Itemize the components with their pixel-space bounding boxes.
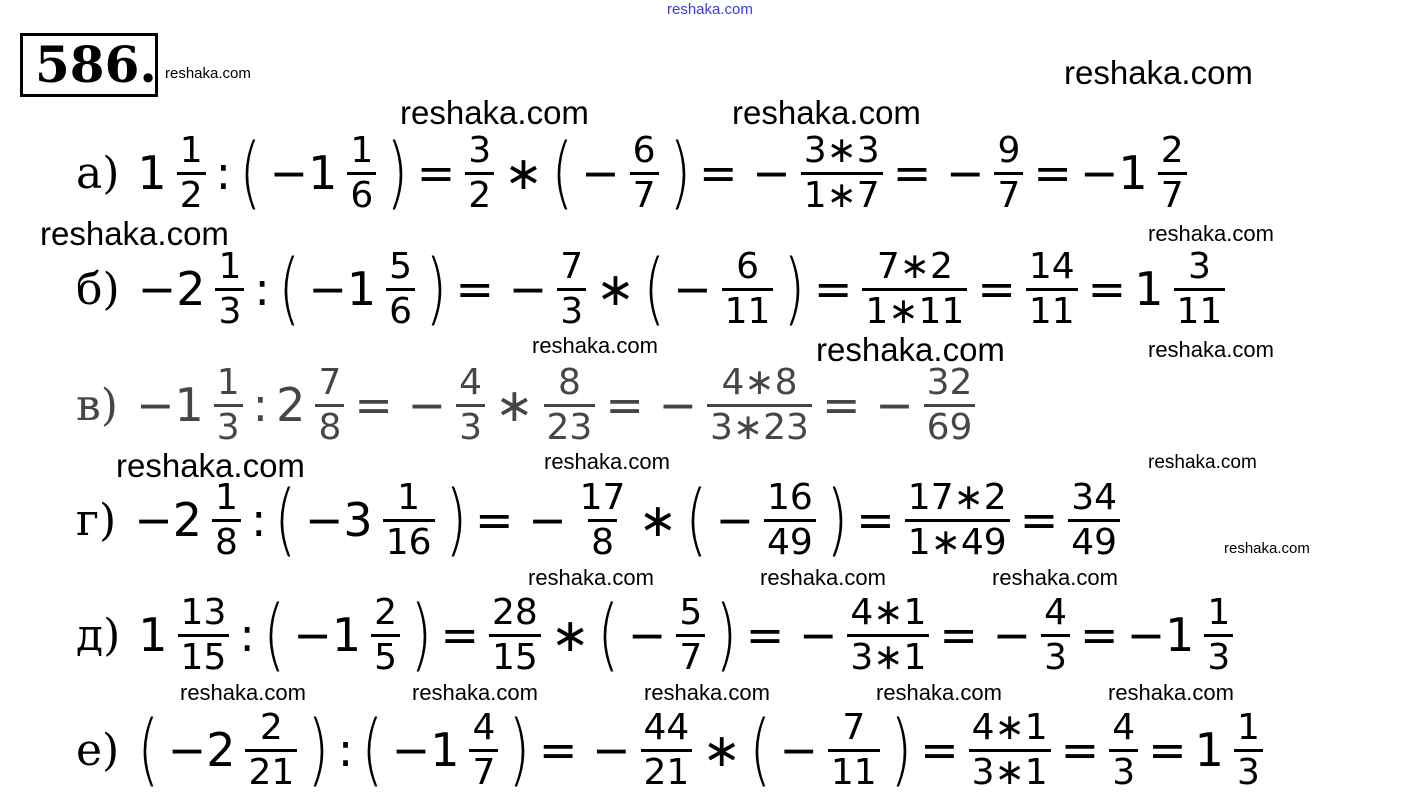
numerator: 1 [215,476,238,518]
numerator: 4∗1 [971,706,1048,748]
numerator: 17 [579,476,626,518]
operator: − [627,608,667,662]
numerator: 32 [926,361,973,403]
parenthesis: ( [551,128,573,218]
whole-part: −1 [1126,608,1195,662]
numerator: 5 [679,591,703,633]
fraction [1174,245,1226,332]
whole-part: −1 [293,608,362,662]
operator: : [239,608,255,662]
watermark: reshaka.com [816,331,1005,368]
numerator: 28 [492,591,538,633]
watermark: reshaka.com [1224,540,1310,557]
numerator: 2 [259,706,283,748]
denominator: 15 [489,634,541,676]
numerator: 1 [1207,591,1231,633]
numerator: 4∗1 [850,591,927,633]
top-watermark: reshaka.com [667,1,753,18]
denominator: 3 [214,404,243,446]
equation-row-b [76,244,1231,334]
numerator: 44 [643,706,690,748]
parenthesis: ( [239,128,261,218]
whole-part: 1 [1194,723,1224,777]
watermark: reshaka.com [1148,452,1257,473]
operator: = [1060,723,1100,777]
denominator: 7 [1158,172,1187,214]
parenthesis: ( [278,244,300,334]
fraction [630,129,659,216]
operator: ∗ [504,146,543,200]
operator: = − [699,146,791,200]
parenthesis: ( [749,705,771,795]
item-label: е) [76,724,120,776]
watermark: reshaka.com [1148,221,1274,246]
watermark: reshaka.com [732,94,921,131]
operator: = − [605,378,698,432]
operator: = [856,493,895,547]
numerator: 2 [374,591,398,633]
denominator: 7 [469,749,498,791]
operator: = [1148,723,1187,777]
parenthesis: ) [890,705,912,795]
fraction [994,129,1023,216]
denominator: 49 [764,519,816,561]
denominator: 3 [1109,749,1138,791]
whole-part: 1 [137,146,167,200]
parenthesis: ) [826,475,848,565]
fraction [577,476,629,563]
fraction [1158,129,1187,216]
fraction [1109,706,1138,793]
operator: = [440,608,479,662]
operator: = [977,262,1016,316]
whole-part: −1 [391,723,460,777]
denominator: 3∗1 [969,749,1051,791]
numerator: 3∗3 [803,129,880,171]
denominator: 8 [588,519,617,561]
watermark: reshaka.com [165,65,251,82]
fraction [469,706,498,793]
numerator: 4 [459,361,482,403]
equation-row-d [76,590,1239,680]
fraction [676,591,705,678]
denominator: 3 [215,288,244,330]
watermark: reshaka.com [876,680,1002,705]
whole-part: −1 [269,146,338,200]
denominator: 11 [722,288,774,330]
whole-part: −2 [167,723,236,777]
operator: ∗ [494,378,534,432]
fraction [1026,245,1078,332]
watermark: reshaka.com [1148,337,1274,362]
parenthesis: ( [137,705,160,795]
whole-part: −2 [137,262,206,316]
parenthesis: ) [669,128,691,218]
item-label: в) [76,379,118,431]
operator: = [416,146,456,200]
whole-part: 1 [1134,262,1164,316]
watermark: reshaka.com [528,565,654,590]
operator: = − [455,262,548,316]
item-label: а) [76,147,120,199]
fraction [924,361,976,448]
parenthesis: ( [643,244,665,334]
operator: ∗ [638,493,678,547]
watermark: reshaka.com [644,680,770,705]
denominator: 3 [1204,634,1233,676]
numerator: 1 [179,129,203,171]
fraction [707,361,812,448]
watermark: reshaka.com [532,333,658,358]
item-label: г) [76,494,117,546]
whole-part: −1 [135,378,204,432]
fraction [214,361,243,448]
numerator: 17∗2 [907,476,1007,518]
numerator: 1 [350,129,374,171]
fraction [828,706,880,793]
fraction [456,361,485,448]
parenthesis: ( [597,590,620,680]
denominator: 11 [1174,288,1226,330]
numerator: 1 [397,476,421,518]
whole-part: 1 [138,608,168,662]
denominator: 3 [1041,634,1070,676]
parenthesis: ( [263,590,285,680]
operator: = [1080,608,1119,662]
parenthesis: ) [386,128,409,218]
fraction [847,591,929,678]
fraction [862,245,967,332]
operator: = [1033,146,1072,200]
fraction [489,591,541,678]
numerator: 7∗2 [876,245,953,287]
operator: : [337,723,354,777]
denominator: 7 [676,634,705,676]
fraction [315,361,344,448]
numerator: 3 [468,129,492,171]
numerator: 16 [767,476,813,518]
denominator: 5 [371,634,400,676]
denominator: 11 [1026,288,1078,330]
operator: = − [354,378,447,432]
operator: − [779,723,818,777]
fraction [969,706,1051,793]
fraction [386,245,415,332]
numerator: 4∗8 [721,361,798,403]
denominator: 1∗7 [801,172,883,214]
operator: = [1019,493,1059,547]
fraction [212,476,241,563]
numerator: 8 [557,361,581,403]
denominator: 1∗49 [905,519,1010,561]
denominator: 49 [1068,519,1120,561]
denominator: 3 [456,404,485,446]
denominator: 8 [315,404,344,446]
fraction [801,129,883,216]
denominator: 11 [828,749,880,791]
equation-row-a [76,128,1193,218]
fraction [347,129,376,216]
numerator: 14 [1028,245,1075,287]
watermark: reshaka.com [1108,680,1234,705]
fraction [544,361,596,448]
parenthesis: ( [685,475,707,565]
numerator: 4 [1044,591,1068,633]
numerator: 6 [736,245,759,287]
denominator: 15 [178,634,230,676]
denominator: 2 [177,172,206,214]
fraction [371,591,400,678]
fraction [1068,476,1120,563]
watermark: reshaka.com [1064,54,1253,91]
watermark: reshaka.com [760,565,886,590]
fraction [764,476,816,563]
numerator: 1 [216,361,240,403]
parenthesis: ) [445,475,467,565]
equation-row-e [76,705,1269,795]
watermark: reshaka.com [412,680,538,705]
operator: = − [939,608,1032,662]
fraction [641,706,693,793]
denominator: 21 [245,749,297,791]
denominator: 7 [994,172,1023,214]
whole-part: −1 [308,262,377,316]
numerator: 3 [1187,245,1211,287]
denominator: 16 [383,519,435,561]
denominator: 6 [347,172,376,214]
problem-number: 586. [20,33,158,97]
operator: − [673,262,712,316]
numerator: 4 [472,706,496,748]
watermark: reshaka.com [116,447,305,484]
denominator: 3∗23 [707,404,812,446]
denominator: 8 [212,519,241,561]
fraction [557,245,586,332]
parenthesis: ) [410,590,432,680]
operator: − [715,493,754,547]
operator: = [920,723,959,777]
denominator: 7 [630,172,659,214]
fraction [245,706,297,793]
denominator: 21 [641,749,693,791]
denominator: 69 [924,404,976,446]
numerator: 5 [389,245,413,287]
operator: = − [821,378,914,432]
item-label: б) [76,263,120,315]
whole-part: 2 [276,378,306,432]
fraction [215,245,244,332]
parenthesis: ) [715,590,738,680]
parenthesis: ) [784,244,806,334]
operator: ∗ [596,262,635,316]
fraction [905,476,1010,563]
denominator: 6 [386,288,415,330]
whole-part: −2 [134,493,203,547]
numerator: 1 [1236,706,1260,748]
operator: : [250,493,267,547]
denominator: 3∗1 [847,634,929,676]
equation-row-v [76,360,981,450]
watermark: reshaka.com [180,680,306,705]
operator: = − [892,146,985,200]
parenthesis: ) [425,244,447,334]
operator: = [1087,262,1127,316]
fraction [465,129,494,216]
parenthesis: ) [307,705,330,795]
operator: = − [474,493,567,547]
operator: ∗ [550,608,590,662]
fraction [178,591,230,678]
parenthesis: ) [508,705,531,795]
watermark: reshaka.com [992,565,1118,590]
numerator: 7 [318,361,342,403]
numerator: 7 [560,245,584,287]
operator: = − [745,608,838,662]
equation-row-g [76,475,1126,565]
operator: = [813,262,853,316]
operator: : [254,262,270,316]
denominator: 1∗11 [862,288,967,330]
denominator: 23 [544,404,596,446]
operator: : [252,378,269,432]
numerator: 34 [1071,476,1118,518]
fraction [1041,591,1070,678]
numerator: 6 [632,129,656,171]
fraction [722,245,774,332]
fraction [1204,591,1233,678]
numerator: 7 [842,706,866,748]
fraction [383,476,435,563]
watermark: reshaka.com [544,449,670,474]
fraction [177,129,206,216]
denominator: 3 [557,288,586,330]
operator: = − [538,723,631,777]
operator: − [581,146,620,200]
numerator: 13 [180,591,227,633]
item-label: д) [76,609,121,661]
numerator: 4 [1112,706,1136,748]
numerator: 2 [1160,129,1184,171]
watermark: reshaka.com [40,215,229,252]
operator: : [215,146,232,200]
watermark: reshaka.com [400,94,589,131]
whole-part: −3 [304,493,373,547]
denominator: 3 [1234,749,1263,791]
parenthesis: ( [275,475,297,565]
numerator: 1 [218,245,242,287]
fraction [1234,706,1263,793]
operator: ∗ [702,723,741,777]
parenthesis: ( [361,705,384,795]
numerator: 9 [997,129,1021,171]
denominator: 2 [465,172,494,214]
whole-part: −1 [1079,146,1148,200]
